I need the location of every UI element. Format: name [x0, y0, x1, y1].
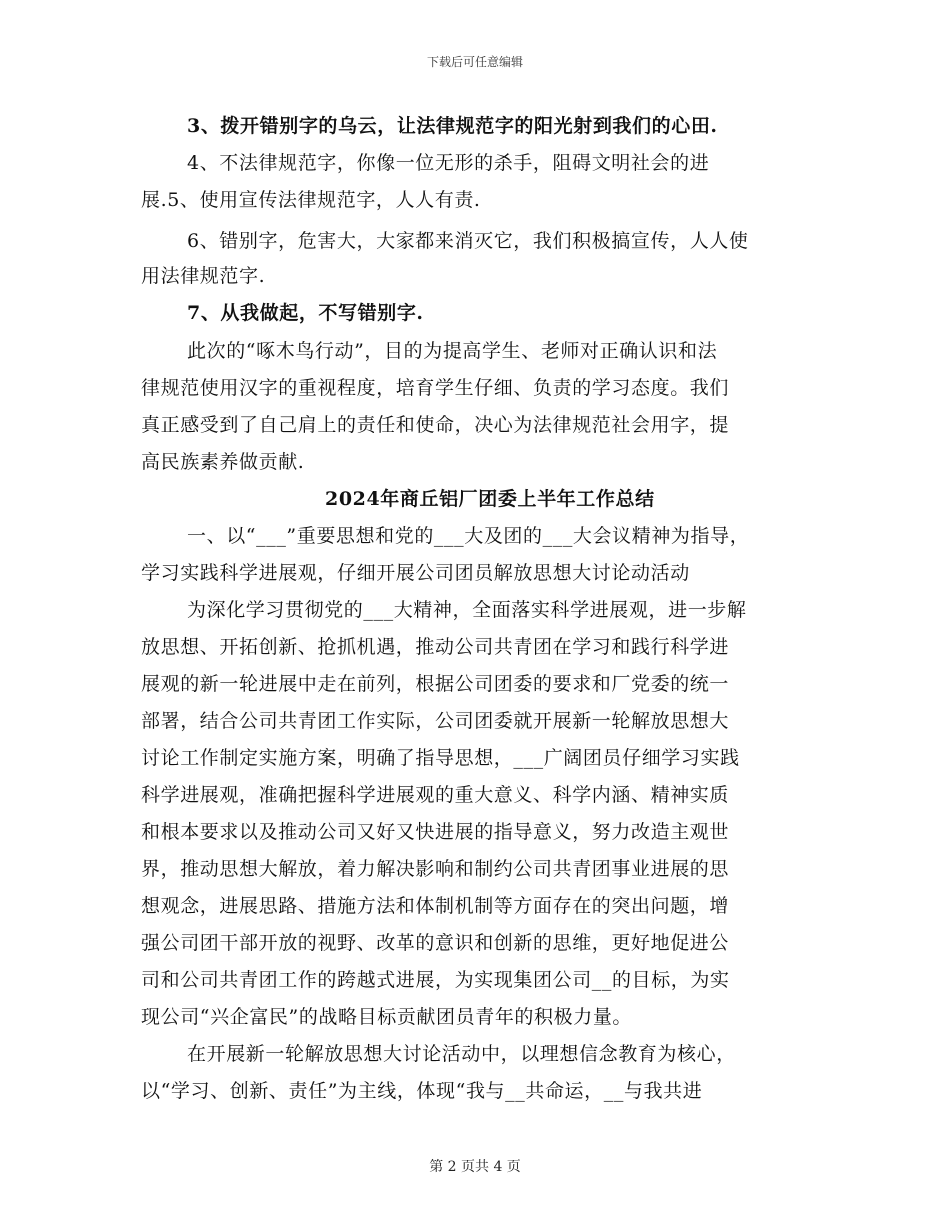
paragraph-line: 为深化学习贯彻党的___大精神，全面落实科学进展观，进一步解	[187, 599, 747, 621]
paragraph-line: 现公司“兴企富民”的战略目标贡献团员青年的积极力量。	[141, 1006, 633, 1028]
paragraph-line: 一、以“___”重要思想和党的___大及团的___大会议精神为指导，	[187, 525, 750, 547]
paragraph-line: 科学进展观，准确把握科学进展观的重大意义、科学内涵、精神实质	[141, 784, 730, 806]
slogan-6-cont: 用法律规范字.	[141, 265, 266, 287]
paragraph-line: 强公司团干部开放的视野、改革的意识和创新的思维，更好地促进公	[141, 932, 730, 954]
slogan-6: 6、错别字，危害大，大家都来消灭它，我们积极搞宣传，人人使	[187, 230, 749, 252]
paragraph-line: 界，推动思想大解放，着力解决影响和制约公司共青团事业进展的思	[141, 858, 730, 880]
page-header: 下载后可任意编辑	[426, 55, 523, 69]
paragraph-line: 此次的“啄木鸟行动”，目的为提高学生、老师对正确认识和法	[187, 340, 718, 362]
paragraph-line: 真正感受到了自己肩上的责任和使命，决心为法律规范社会用字，提	[141, 414, 730, 436]
slogan-3: 3、拨开错别字的乌云，让法律规范字的阳光射到我们的心田.	[187, 115, 718, 137]
paragraph-line: 放思想、开拓创新、抢抓机遇，推动公司共青团在学习和践行科学进	[141, 636, 730, 658]
paragraph-line: 展观的新一轮进展中走在前列，根据公司团委的要求和厂党委的统一	[141, 673, 730, 695]
paragraph-line: 律规范使用汉字的重视程度，培育学生仔细、负责的学习态度。我们	[141, 377, 730, 399]
paragraph-line: 想观念，进展思路、措施方法和体制机制等方面存在的突出问题，增	[141, 895, 730, 917]
paragraph-line: 在开展新一轮解放思想大讨论活动中，以理想信念教育为核心，	[187, 1043, 736, 1065]
paragraph-line: 学习实践科学进展观，仔细开展公司团员解放思想大讨论动活动	[141, 562, 690, 584]
paragraph-line: 司和公司共青团工作的跨越式进展，为实现集团公司__的目标，为实	[141, 969, 730, 991]
paragraph-line: 讨论工作制定实施方案，明确了指导思想，___广阔团员仔细学习实践	[141, 747, 740, 769]
section-title: 2024年商丘铝厂团委上半年工作总结	[325, 488, 655, 510]
slogan-4: 4、不法律规范字，你像一位无形的杀手，阻碍文明社会的进	[187, 152, 710, 174]
paragraph-line: 部署，结合公司共青团工作实际，公司团委就开展新一轮解放思想大	[141, 710, 730, 732]
page-footer: 第 2 页共 4 页	[429, 1159, 521, 1175]
paragraph-line: 以“学习、创新、责任”为主线，体现“我与__共命运，__与我共进	[141, 1080, 703, 1102]
slogan-4-5-cont: 展.5、使用宣传法律规范字，人人有责.	[141, 189, 481, 211]
slogan-7: 7、从我做起，不写错别字.	[187, 302, 424, 324]
paragraph-line: 和根本要求以及推动公司又好又快进展的指导意义，努力改造主观世	[141, 821, 730, 843]
paragraph-line: 高民族素养做贡献.	[141, 451, 305, 473]
